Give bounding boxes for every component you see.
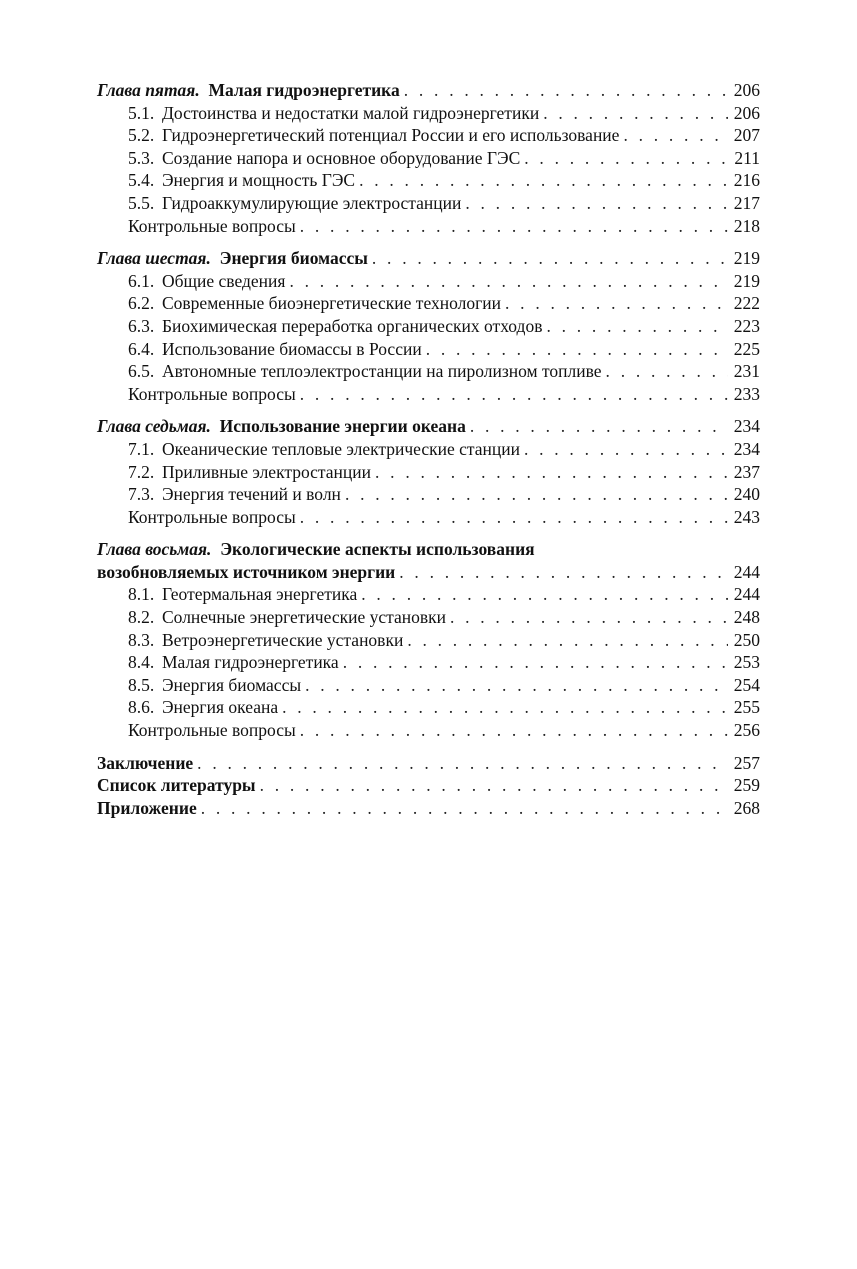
section-title: Общие сведения xyxy=(162,270,286,291)
dot-leader xyxy=(465,192,728,215)
section-title: Биохимическая переработка органических отходов xyxy=(162,315,543,336)
dot-leader xyxy=(606,360,728,383)
page-number: 231 xyxy=(733,361,760,382)
dot-leader xyxy=(201,797,728,820)
toc-review-questions[interactable] xyxy=(97,719,760,742)
dot-leader xyxy=(450,606,728,629)
dot-leader xyxy=(375,461,728,484)
toc-section[interactable] xyxy=(97,461,760,484)
section-title: Приливные электростанции xyxy=(162,461,372,482)
section-title: Ветроэнергетические установки xyxy=(162,629,404,650)
toc-section[interactable] xyxy=(97,483,760,506)
page-number: 234 xyxy=(733,438,760,459)
review-title: Контрольные вопросы xyxy=(128,506,296,527)
review-title: Контрольные вопросы xyxy=(128,383,296,404)
page-number: 223 xyxy=(733,315,760,336)
chapter-label: Глава пятая. xyxy=(97,80,200,100)
dot-leader xyxy=(407,629,728,652)
dot-leader xyxy=(546,315,728,338)
dot-leader xyxy=(623,124,728,147)
page-number: 244 xyxy=(733,584,760,605)
page-number: 217 xyxy=(733,192,760,213)
page-number: 222 xyxy=(733,293,760,314)
back-matter-title: Приложение xyxy=(97,797,197,818)
dot-leader xyxy=(359,169,728,192)
section-title: Использование биомассы в России xyxy=(162,338,422,359)
toc-conclusion[interactable] xyxy=(97,752,760,775)
section-number: 5.4. xyxy=(128,170,155,191)
section-title: Энергия биомассы xyxy=(162,674,302,695)
page-number: 225 xyxy=(733,338,760,359)
review-title: Контрольные вопросы xyxy=(128,215,296,236)
chapter-title: Малая гидроэнергетика xyxy=(208,80,400,100)
dot-leader xyxy=(282,696,728,719)
toc-section[interactable] xyxy=(97,338,760,361)
page-number: 206 xyxy=(733,80,760,100)
page-number: 259 xyxy=(733,775,760,796)
toc-appendix[interactable] xyxy=(97,797,760,820)
toc-section[interactable] xyxy=(97,629,760,652)
dot-leader xyxy=(343,651,728,674)
toc-section[interactable] xyxy=(97,651,760,674)
dot-leader xyxy=(426,338,728,361)
section-number: 8.5. xyxy=(128,674,155,695)
dot-leader xyxy=(361,583,728,606)
page-number: 237 xyxy=(733,461,760,482)
toc-section[interactable] xyxy=(97,674,760,697)
section-number: 6.3. xyxy=(128,315,155,336)
page-number: 233 xyxy=(733,383,760,404)
dot-leader xyxy=(470,415,728,438)
chapter-title: Энергия биомассы xyxy=(219,248,368,269)
chapter-label: Глава восьмая. xyxy=(97,539,212,560)
section-title: Энергия и мощность ГЭС xyxy=(162,170,356,191)
review-title: Контрольные вопросы xyxy=(128,720,296,741)
section-number: 5.2. xyxy=(128,125,155,146)
dot-leader xyxy=(543,102,728,125)
page-number: 243 xyxy=(733,506,760,527)
dot-leader xyxy=(300,719,728,742)
toc-section[interactable] xyxy=(97,169,760,192)
back-matter-title: Список литературы xyxy=(97,775,256,796)
toc-chapter-8-line1[interactable] xyxy=(97,538,760,561)
toc-bibliography[interactable] xyxy=(97,774,760,797)
toc-section[interactable] xyxy=(97,292,760,315)
page-number: 268 xyxy=(733,797,760,818)
toc-chapter-5[interactable] xyxy=(97,79,760,102)
chapter-title-continued: возобновляемых источником энергии xyxy=(97,561,396,582)
section-title: Энергия течений и волн xyxy=(162,484,341,505)
chapter-label: Глава седьмая. xyxy=(97,416,211,437)
section-number: 5.1. xyxy=(128,102,155,123)
page-number: 248 xyxy=(733,607,760,628)
dot-leader xyxy=(399,561,728,584)
toc-chapter-7[interactable] xyxy=(97,415,760,438)
section-number: 6.5. xyxy=(128,361,155,382)
toc-review-questions[interactable] xyxy=(97,383,760,406)
dot-leader xyxy=(345,483,728,506)
section-title: Гидроэнергетический потенциал России и его использование xyxy=(162,125,620,146)
chapter-title: Использование энергии океана xyxy=(219,416,466,437)
section-number: 8.3. xyxy=(128,629,155,650)
dot-leader xyxy=(260,774,728,797)
toc-section[interactable] xyxy=(97,360,760,383)
page-number: 216 xyxy=(733,170,760,191)
section-number: 7.3. xyxy=(128,484,155,505)
dot-leader xyxy=(300,383,728,406)
section-title: Гидроаккумулирующие электростанции xyxy=(162,192,462,213)
section-number: 6.2. xyxy=(128,293,155,314)
dot-leader xyxy=(524,147,728,170)
section-title: Малая гидроэнергетика xyxy=(162,652,339,673)
toc-section[interactable] xyxy=(97,102,760,125)
section-title: Океанические тепловые электрические станции xyxy=(162,438,520,459)
section-number: 8.1. xyxy=(128,584,155,605)
section-number: 6.1. xyxy=(128,270,155,291)
page-number: 254 xyxy=(733,674,760,695)
section-number: 8.2. xyxy=(128,607,155,628)
section-number: 6.4. xyxy=(128,338,155,359)
page-number: 257 xyxy=(733,752,760,773)
toc-review-questions[interactable] xyxy=(97,506,760,529)
section-title: Автономные теплоэлектростанции на пиролизном топливе xyxy=(162,361,602,382)
page-number: 255 xyxy=(733,697,760,718)
section-number: 5.5. xyxy=(128,192,155,213)
page-number: 207 xyxy=(733,125,760,146)
page-number: 219 xyxy=(733,248,760,269)
toc-section[interactable] xyxy=(97,192,760,215)
page-number: 240 xyxy=(733,484,760,505)
page-number: 218 xyxy=(733,215,760,236)
page-number: 253 xyxy=(733,652,760,673)
chapter-label: Глава шестая. xyxy=(97,248,211,269)
section-title: Создание напора и основное оборудование ГЭС xyxy=(162,147,521,168)
toc-chapter-6[interactable] xyxy=(97,247,760,270)
chapter-title: Экологические аспекты использования xyxy=(220,539,535,560)
section-title: Современные биоэнергетические технологии xyxy=(162,293,502,314)
dot-leader xyxy=(305,674,728,697)
page-number: 234 xyxy=(733,416,760,437)
dot-leader xyxy=(300,506,728,529)
toc-section[interactable] xyxy=(97,147,760,170)
toc-section[interactable] xyxy=(97,438,760,461)
dot-leader xyxy=(289,270,728,293)
section-number: 7.1. xyxy=(128,438,155,459)
toc-section[interactable] xyxy=(97,583,760,606)
section-number: 8.4. xyxy=(128,652,155,673)
section-title: Геотермальная энергетика xyxy=(162,584,358,605)
page-number: 206 xyxy=(733,102,760,123)
section-title: Достоинства и недостатки малой гидроэнергетики xyxy=(162,102,540,123)
toc-section[interactable] xyxy=(97,124,760,147)
toc-section[interactable] xyxy=(97,696,760,719)
toc-section[interactable] xyxy=(97,270,760,293)
section-title: Энергия океана xyxy=(162,697,279,718)
page-number: 250 xyxy=(733,629,760,650)
toc-section[interactable] xyxy=(97,315,760,338)
section-title: Солнечные энергетические установки xyxy=(162,607,446,628)
toc-section[interactable] xyxy=(97,606,760,629)
section-number: 5.3. xyxy=(128,147,155,168)
dot-leader xyxy=(404,79,728,102)
section-number: 7.2. xyxy=(128,461,155,482)
back-matter-title: Заключение xyxy=(97,752,194,773)
page-number: 244 xyxy=(733,561,760,582)
section-number: 8.6. xyxy=(128,697,155,718)
dot-leader xyxy=(197,752,728,775)
page-number: 256 xyxy=(733,720,760,741)
page-number: 219 xyxy=(733,270,760,291)
toc-chapter-8-line2[interactable] xyxy=(97,561,760,584)
dot-leader xyxy=(505,292,728,315)
toc-review-questions[interactable] xyxy=(97,215,760,238)
dot-leader xyxy=(372,247,728,270)
table-of-contents xyxy=(97,79,760,819)
page-number: 211 xyxy=(734,147,760,168)
dot-leader xyxy=(300,215,728,238)
dot-leader xyxy=(524,438,728,461)
